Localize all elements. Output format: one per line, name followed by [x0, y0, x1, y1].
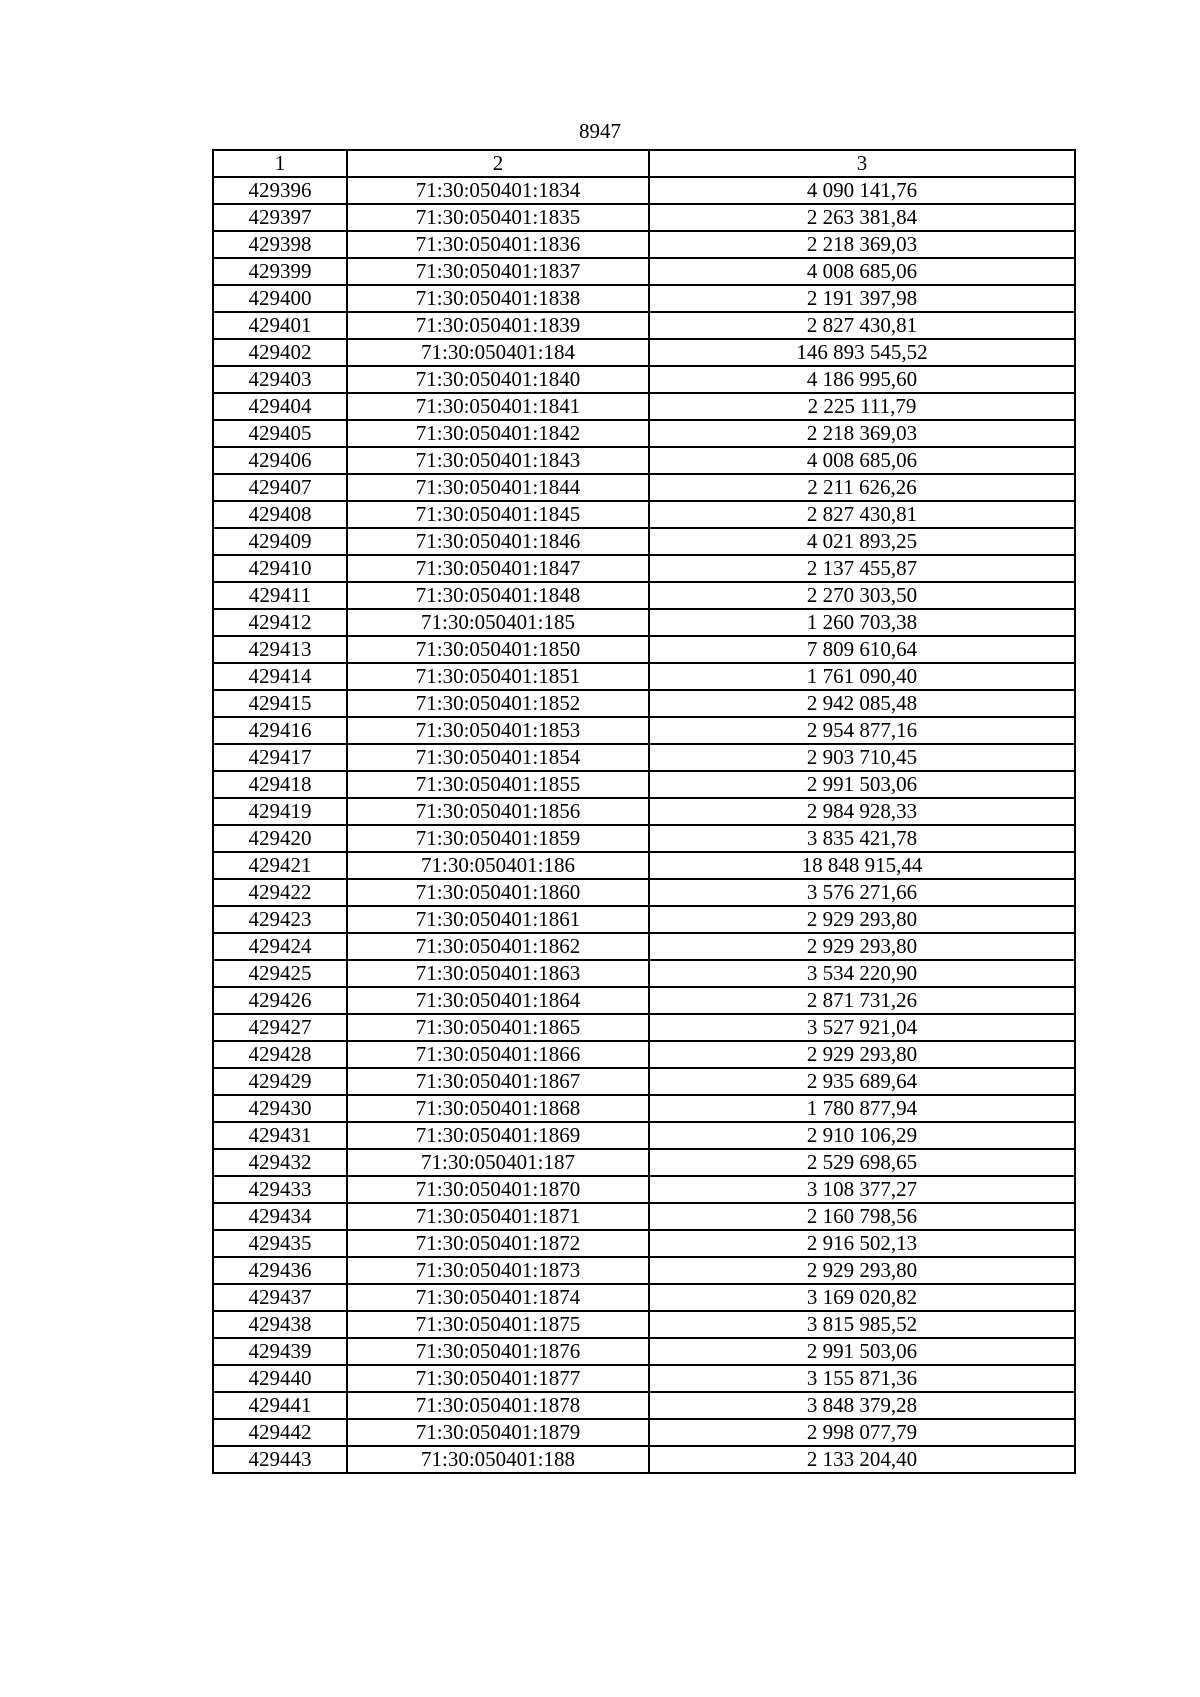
- row-number-cell: 429411: [213, 582, 347, 609]
- value-cell: 2 998 077,79: [649, 1419, 1075, 1446]
- table-row: [213, 1419, 1075, 1446]
- row-number-cell: 429425: [213, 960, 347, 987]
- value-cell: 2 827 430,81: [649, 312, 1075, 339]
- table-row: [213, 312, 1075, 339]
- cadastral-number-cell: 71:30:050401:1876: [347, 1338, 649, 1365]
- table-row: [213, 231, 1075, 258]
- cadastral-number-cell: 71:30:050401:1839: [347, 312, 649, 339]
- row-number-cell: 429406: [213, 447, 347, 474]
- table-row: [213, 1014, 1075, 1041]
- row-number-cell: 429402: [213, 339, 347, 366]
- row-number-cell: 429409: [213, 528, 347, 555]
- table-body: [213, 177, 1075, 1473]
- value-cell: 2 916 502,13: [649, 1230, 1075, 1257]
- table-row: [213, 771, 1075, 798]
- table-row: [213, 1176, 1075, 1203]
- table-row: [213, 1149, 1075, 1176]
- cadastral-number-cell: 71:30:050401:1862: [347, 933, 649, 960]
- column-header-2: 2: [347, 150, 649, 177]
- cadastral-number-cell: 71:30:050401:1867: [347, 1068, 649, 1095]
- table-row: [213, 1311, 1075, 1338]
- cadastral-number-cell: 71:30:050401:1850: [347, 636, 649, 663]
- cadastral-number-cell: 71:30:050401:188: [347, 1446, 649, 1473]
- row-number-cell: 429408: [213, 501, 347, 528]
- cadastral-number-cell: 71:30:050401:1856: [347, 798, 649, 825]
- row-number-cell: 429415: [213, 690, 347, 717]
- row-number-cell: 429421: [213, 852, 347, 879]
- row-number-cell: 429440: [213, 1365, 347, 1392]
- cadastral-number-cell: 71:30:050401:1879: [347, 1419, 649, 1446]
- cadastral-number-cell: 71:30:050401:1860: [347, 879, 649, 906]
- table-row: [213, 582, 1075, 609]
- row-number-cell: 429422: [213, 879, 347, 906]
- page-number: 8947: [579, 119, 621, 143]
- table-row: [213, 636, 1075, 663]
- value-cell: 146 893 545,52: [649, 339, 1075, 366]
- table-row: [213, 1068, 1075, 1095]
- cadastral-number-cell: 71:30:050401:1851: [347, 663, 649, 690]
- table-row: [213, 555, 1075, 582]
- value-cell: 2 218 369,03: [649, 231, 1075, 258]
- row-number-cell: 429410: [213, 555, 347, 582]
- value-cell: 2 910 106,29: [649, 1122, 1075, 1149]
- value-cell: 3 848 379,28: [649, 1392, 1075, 1419]
- value-cell: 3 169 020,82: [649, 1284, 1075, 1311]
- value-cell: 4 090 141,76: [649, 177, 1075, 204]
- cadastral-number-cell: 71:30:050401:1842: [347, 420, 649, 447]
- table-row: [213, 258, 1075, 285]
- cadastral-number-cell: 71:30:050401:184: [347, 339, 649, 366]
- table-row: [213, 1122, 1075, 1149]
- value-cell: 2 211 626,26: [649, 474, 1075, 501]
- row-number-cell: 429418: [213, 771, 347, 798]
- cadastral-number-cell: 71:30:050401:1874: [347, 1284, 649, 1311]
- row-number-cell: 429419: [213, 798, 347, 825]
- row-number-cell: 429426: [213, 987, 347, 1014]
- row-number-cell: 429433: [213, 1176, 347, 1203]
- row-number-cell: 429427: [213, 1014, 347, 1041]
- row-number-cell: 429416: [213, 717, 347, 744]
- table-row: [213, 285, 1075, 312]
- cadastral-number-cell: 71:30:050401:1866: [347, 1041, 649, 1068]
- table-row: [213, 366, 1075, 393]
- row-number-cell: 429405: [213, 420, 347, 447]
- value-cell: 1 780 877,94: [649, 1095, 1075, 1122]
- row-number-cell: 429432: [213, 1149, 347, 1176]
- row-number-cell: 429400: [213, 285, 347, 312]
- row-number-cell: 429439: [213, 1338, 347, 1365]
- table-row: [213, 1203, 1075, 1230]
- cadastral-number-cell: 71:30:050401:1844: [347, 474, 649, 501]
- value-cell: 2 984 928,33: [649, 798, 1075, 825]
- value-cell: 2 133 204,40: [649, 1446, 1075, 1473]
- cadastral-number-cell: 71:30:050401:1861: [347, 906, 649, 933]
- value-cell: 7 809 610,64: [649, 636, 1075, 663]
- row-number-cell: 429424: [213, 933, 347, 960]
- table-row: [213, 852, 1075, 879]
- table-row: [213, 339, 1075, 366]
- table-row: [213, 960, 1075, 987]
- cadastral-number-cell: 71:30:050401:1868: [347, 1095, 649, 1122]
- value-cell: 3 155 871,36: [649, 1365, 1075, 1392]
- table-row: [213, 1365, 1075, 1392]
- value-cell: 2 871 731,26: [649, 987, 1075, 1014]
- table-row: [213, 825, 1075, 852]
- column-header-1: 1: [213, 150, 347, 177]
- table-row: [213, 474, 1075, 501]
- value-cell: 2 935 689,64: [649, 1068, 1075, 1095]
- table-row: [213, 1392, 1075, 1419]
- cadastral-number-cell: 71:30:050401:1869: [347, 1122, 649, 1149]
- cadastral-number-cell: 71:30:050401:1853: [347, 717, 649, 744]
- table-row: [213, 663, 1075, 690]
- table-row: [213, 177, 1075, 204]
- column-header-3: 3: [649, 150, 1075, 177]
- cadastral-number-cell: 71:30:050401:1870: [347, 1176, 649, 1203]
- cadastral-number-cell: 71:30:050401:185: [347, 609, 649, 636]
- value-cell: 4 008 685,06: [649, 258, 1075, 285]
- row-number-cell: 429436: [213, 1257, 347, 1284]
- value-cell: 2 942 085,48: [649, 690, 1075, 717]
- row-number-cell: 429435: [213, 1230, 347, 1257]
- cadastral-number-cell: 71:30:050401:1864: [347, 987, 649, 1014]
- value-cell: 1 260 703,38: [649, 609, 1075, 636]
- row-number-cell: 429431: [213, 1122, 347, 1149]
- value-cell: 4 186 995,60: [649, 366, 1075, 393]
- table-row: [213, 933, 1075, 960]
- cadastral-number-cell: 71:30:050401:1859: [347, 825, 649, 852]
- row-number-cell: 429437: [213, 1284, 347, 1311]
- table-row: [213, 204, 1075, 231]
- row-number-cell: 429420: [213, 825, 347, 852]
- cadastral-number-cell: 71:30:050401:187: [347, 1149, 649, 1176]
- row-number-cell: 429414: [213, 663, 347, 690]
- value-cell: 2 270 303,50: [649, 582, 1075, 609]
- cadastral-number-cell: 71:30:050401:1875: [347, 1311, 649, 1338]
- value-cell: 3 815 985,52: [649, 1311, 1075, 1338]
- value-cell: 2 929 293,80: [649, 1257, 1075, 1284]
- table-row: [213, 1041, 1075, 1068]
- table-row: [213, 1284, 1075, 1311]
- value-cell: 18 848 915,44: [649, 852, 1075, 879]
- table-row: [213, 744, 1075, 771]
- row-number-cell: 429423: [213, 906, 347, 933]
- table-row: [213, 1338, 1075, 1365]
- row-number-cell: 429398: [213, 231, 347, 258]
- value-cell: 3 576 271,66: [649, 879, 1075, 906]
- row-number-cell: 429401: [213, 312, 347, 339]
- table-row: [213, 987, 1075, 1014]
- cadastral-number-cell: 71:30:050401:1838: [347, 285, 649, 312]
- table-row: [213, 501, 1075, 528]
- cadastral-number-cell: 71:30:050401:1843: [347, 447, 649, 474]
- row-number-cell: 429413: [213, 636, 347, 663]
- value-cell: 2 263 381,84: [649, 204, 1075, 231]
- row-number-cell: 429442: [213, 1419, 347, 1446]
- table-row: [213, 528, 1075, 555]
- table-row: [213, 420, 1075, 447]
- table-row: [213, 906, 1075, 933]
- value-cell: 3 835 421,78: [649, 825, 1075, 852]
- value-cell: 2 529 698,65: [649, 1149, 1075, 1176]
- row-number-cell: 429404: [213, 393, 347, 420]
- value-cell: 2 191 397,98: [649, 285, 1075, 312]
- cadastral-number-cell: 71:30:050401:1848: [347, 582, 649, 609]
- value-cell: 4 008 685,06: [649, 447, 1075, 474]
- value-cell: 2 827 430,81: [649, 501, 1075, 528]
- value-cell: 2 903 710,45: [649, 744, 1075, 771]
- table-row: [213, 1257, 1075, 1284]
- table-row: [213, 447, 1075, 474]
- data-table: [212, 149, 1076, 1474]
- cadastral-number-cell: 71:30:050401:1837: [347, 258, 649, 285]
- value-cell: 4 021 893,25: [649, 528, 1075, 555]
- row-number-cell: 429429: [213, 1068, 347, 1095]
- cadastral-number-cell: 71:30:050401:1852: [347, 690, 649, 717]
- cadastral-number-cell: 71:30:050401:1835: [347, 204, 649, 231]
- row-number-cell: 429441: [213, 1392, 347, 1419]
- value-cell: 2 160 798,56: [649, 1203, 1075, 1230]
- row-number-cell: 429430: [213, 1095, 347, 1122]
- value-cell: 3 534 220,90: [649, 960, 1075, 987]
- cadastral-number-cell: 71:30:050401:1878: [347, 1392, 649, 1419]
- row-number-cell: 429434: [213, 1203, 347, 1230]
- value-cell: 2 218 369,03: [649, 420, 1075, 447]
- cadastral-number-cell: 71:30:050401:1854: [347, 744, 649, 771]
- cadastral-number-cell: 71:30:050401:1847: [347, 555, 649, 582]
- value-cell: 2 929 293,80: [649, 1041, 1075, 1068]
- table-row: [213, 609, 1075, 636]
- value-cell: 3 108 377,27: [649, 1176, 1075, 1203]
- value-cell: 2 991 503,06: [649, 771, 1075, 798]
- cadastral-number-cell: 71:30:050401:1836: [347, 231, 649, 258]
- table-row: [213, 1230, 1075, 1257]
- cadastral-number-cell: 71:30:050401:1865: [347, 1014, 649, 1041]
- value-cell: 2 991 503,06: [649, 1338, 1075, 1365]
- row-number-cell: 429397: [213, 204, 347, 231]
- row-number-cell: 429443: [213, 1446, 347, 1473]
- value-cell: 1 761 090,40: [649, 663, 1075, 690]
- cadastral-number-cell: 71:30:050401:1873: [347, 1257, 649, 1284]
- row-number-cell: 429407: [213, 474, 347, 501]
- value-cell: 2 225 111,79: [649, 393, 1075, 420]
- cadastral-number-cell: 71:30:050401:1840: [347, 366, 649, 393]
- cadastral-number-cell: 71:30:050401:1863: [347, 960, 649, 987]
- cadastral-number-cell: 71:30:050401:1855: [347, 771, 649, 798]
- cadastral-number-cell: 71:30:050401:1872: [347, 1230, 649, 1257]
- row-number-cell: 429428: [213, 1041, 347, 1068]
- cadastral-number-cell: 71:30:050401:186: [347, 852, 649, 879]
- table-row: [213, 798, 1075, 825]
- value-cell: 2 929 293,80: [649, 906, 1075, 933]
- cadastral-number-cell: 71:30:050401:1877: [347, 1365, 649, 1392]
- table-row: [213, 717, 1075, 744]
- value-cell: 2 929 293,80: [649, 933, 1075, 960]
- value-cell: 2 137 455,87: [649, 555, 1075, 582]
- row-number-cell: 429396: [213, 177, 347, 204]
- row-number-cell: 429399: [213, 258, 347, 285]
- row-number-cell: 429412: [213, 609, 347, 636]
- table-row: [213, 879, 1075, 906]
- value-cell: 3 527 921,04: [649, 1014, 1075, 1041]
- table-row: [213, 1446, 1075, 1473]
- value-cell: 2 954 877,16: [649, 717, 1075, 744]
- cadastral-number-cell: 71:30:050401:1871: [347, 1203, 649, 1230]
- cadastral-number-cell: 71:30:050401:1845: [347, 501, 649, 528]
- table-row: [213, 1095, 1075, 1122]
- cadastral-number-cell: 71:30:050401:1834: [347, 177, 649, 204]
- table-row: [213, 690, 1075, 717]
- table-header-row: [213, 150, 1075, 177]
- cadastral-number-cell: 71:30:050401:1846: [347, 528, 649, 555]
- cadastral-number-cell: 71:30:050401:1841: [347, 393, 649, 420]
- row-number-cell: 429403: [213, 366, 347, 393]
- row-number-cell: 429417: [213, 744, 347, 771]
- row-number-cell: 429438: [213, 1311, 347, 1338]
- table-row: [213, 393, 1075, 420]
